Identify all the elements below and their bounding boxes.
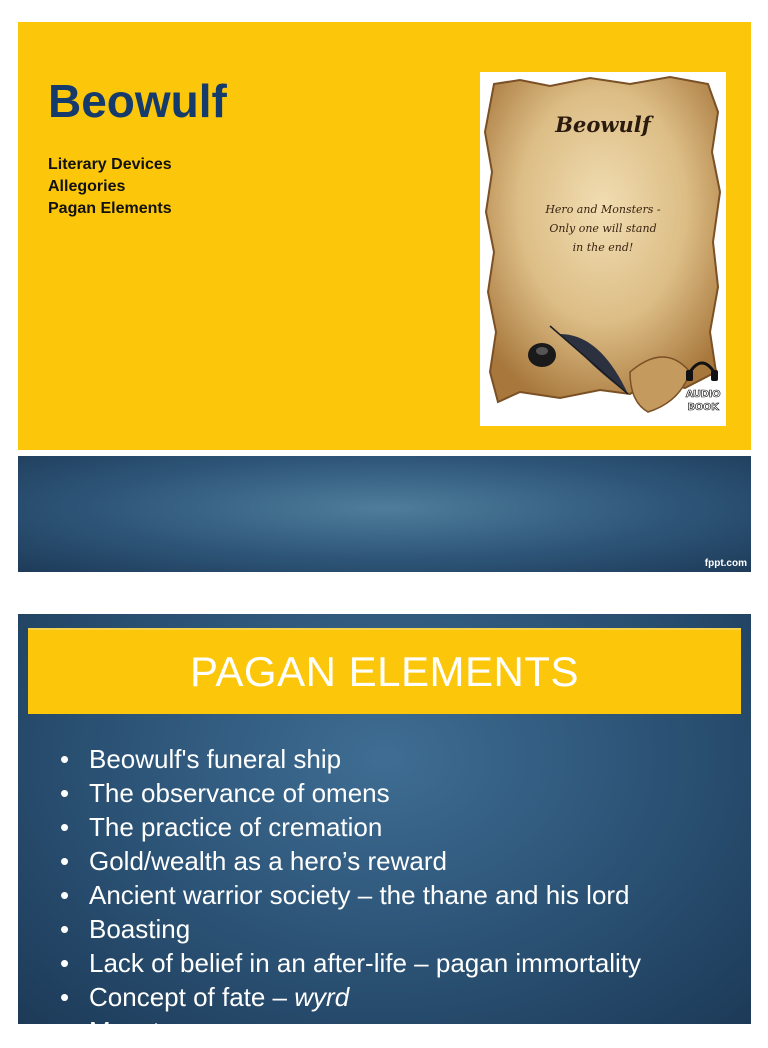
list-item bbox=[60, 980, 641, 1014]
list-item-text: Lack of belief in an after-life – pagan immortality bbox=[89, 948, 642, 978]
badge-line: AUDIO bbox=[685, 389, 721, 400]
title-slide-blue-band bbox=[18, 456, 751, 572]
bullet-icon: • bbox=[60, 812, 70, 842]
list-item-text: Boasting bbox=[89, 914, 191, 944]
list-item-text: Gold/wealth as a hero’s reward bbox=[89, 846, 447, 876]
list-item-text: Ancient warrior society – the thane and his lord bbox=[89, 880, 630, 910]
subtitle-item: Literary Devices bbox=[48, 156, 172, 173]
subtitle-item: Allegories bbox=[48, 178, 126, 195]
title-slide bbox=[18, 22, 751, 572]
bullet-icon: • bbox=[60, 982, 70, 1012]
list-item-emphasis: wyrd bbox=[294, 982, 350, 1012]
list-item bbox=[60, 844, 641, 878]
subtitle-list bbox=[48, 154, 172, 220]
list-item bbox=[60, 810, 641, 844]
list-item-text: Beowulf's funeral ship bbox=[89, 744, 342, 774]
pagan-elements-slide bbox=[18, 614, 751, 1046]
list-item bbox=[60, 912, 641, 946]
audio-book-badge bbox=[682, 388, 724, 414]
list-item bbox=[60, 946, 641, 980]
book-cover-image bbox=[480, 72, 726, 426]
bullet-list bbox=[60, 742, 641, 1048]
bullet-icon: • bbox=[60, 1016, 70, 1046]
bullet-icon: • bbox=[60, 880, 70, 910]
slide-title: PAGAN ELEMENTS bbox=[190, 648, 579, 695]
bullet-icon: • bbox=[60, 778, 70, 808]
list-item bbox=[60, 742, 641, 776]
book-cover-tagline bbox=[480, 200, 726, 257]
list-item-text: Concept of fate – bbox=[89, 982, 288, 1012]
tagline-line: in the end! bbox=[572, 241, 634, 254]
title-banner bbox=[28, 628, 741, 714]
list-item bbox=[60, 878, 641, 912]
slide-title: Beowulf bbox=[48, 75, 227, 127]
list-item-text: Monsters bbox=[89, 1016, 196, 1046]
list-item-text: The practice of cremation bbox=[89, 812, 383, 842]
footer-logo: fppt.com bbox=[704, 558, 747, 569]
list-item bbox=[60, 776, 641, 810]
book-cover-title: Beowulf bbox=[555, 112, 651, 137]
badge-line: BOOK bbox=[687, 402, 719, 413]
bullet-icon: • bbox=[60, 948, 70, 978]
tagline-line: Only one will stand bbox=[549, 222, 657, 235]
tagline-line: Hero and Monsters - bbox=[545, 203, 661, 216]
subtitle-item: Pagan Elements bbox=[48, 200, 172, 217]
bullet-icon: • bbox=[60, 744, 70, 774]
list-item bbox=[60, 1014, 641, 1048]
list-item-text: The observance of omens bbox=[89, 778, 390, 808]
bullet-icon: • bbox=[60, 846, 70, 876]
title-slide-yellow-panel bbox=[18, 22, 751, 450]
bullet-icon: • bbox=[60, 914, 70, 944]
